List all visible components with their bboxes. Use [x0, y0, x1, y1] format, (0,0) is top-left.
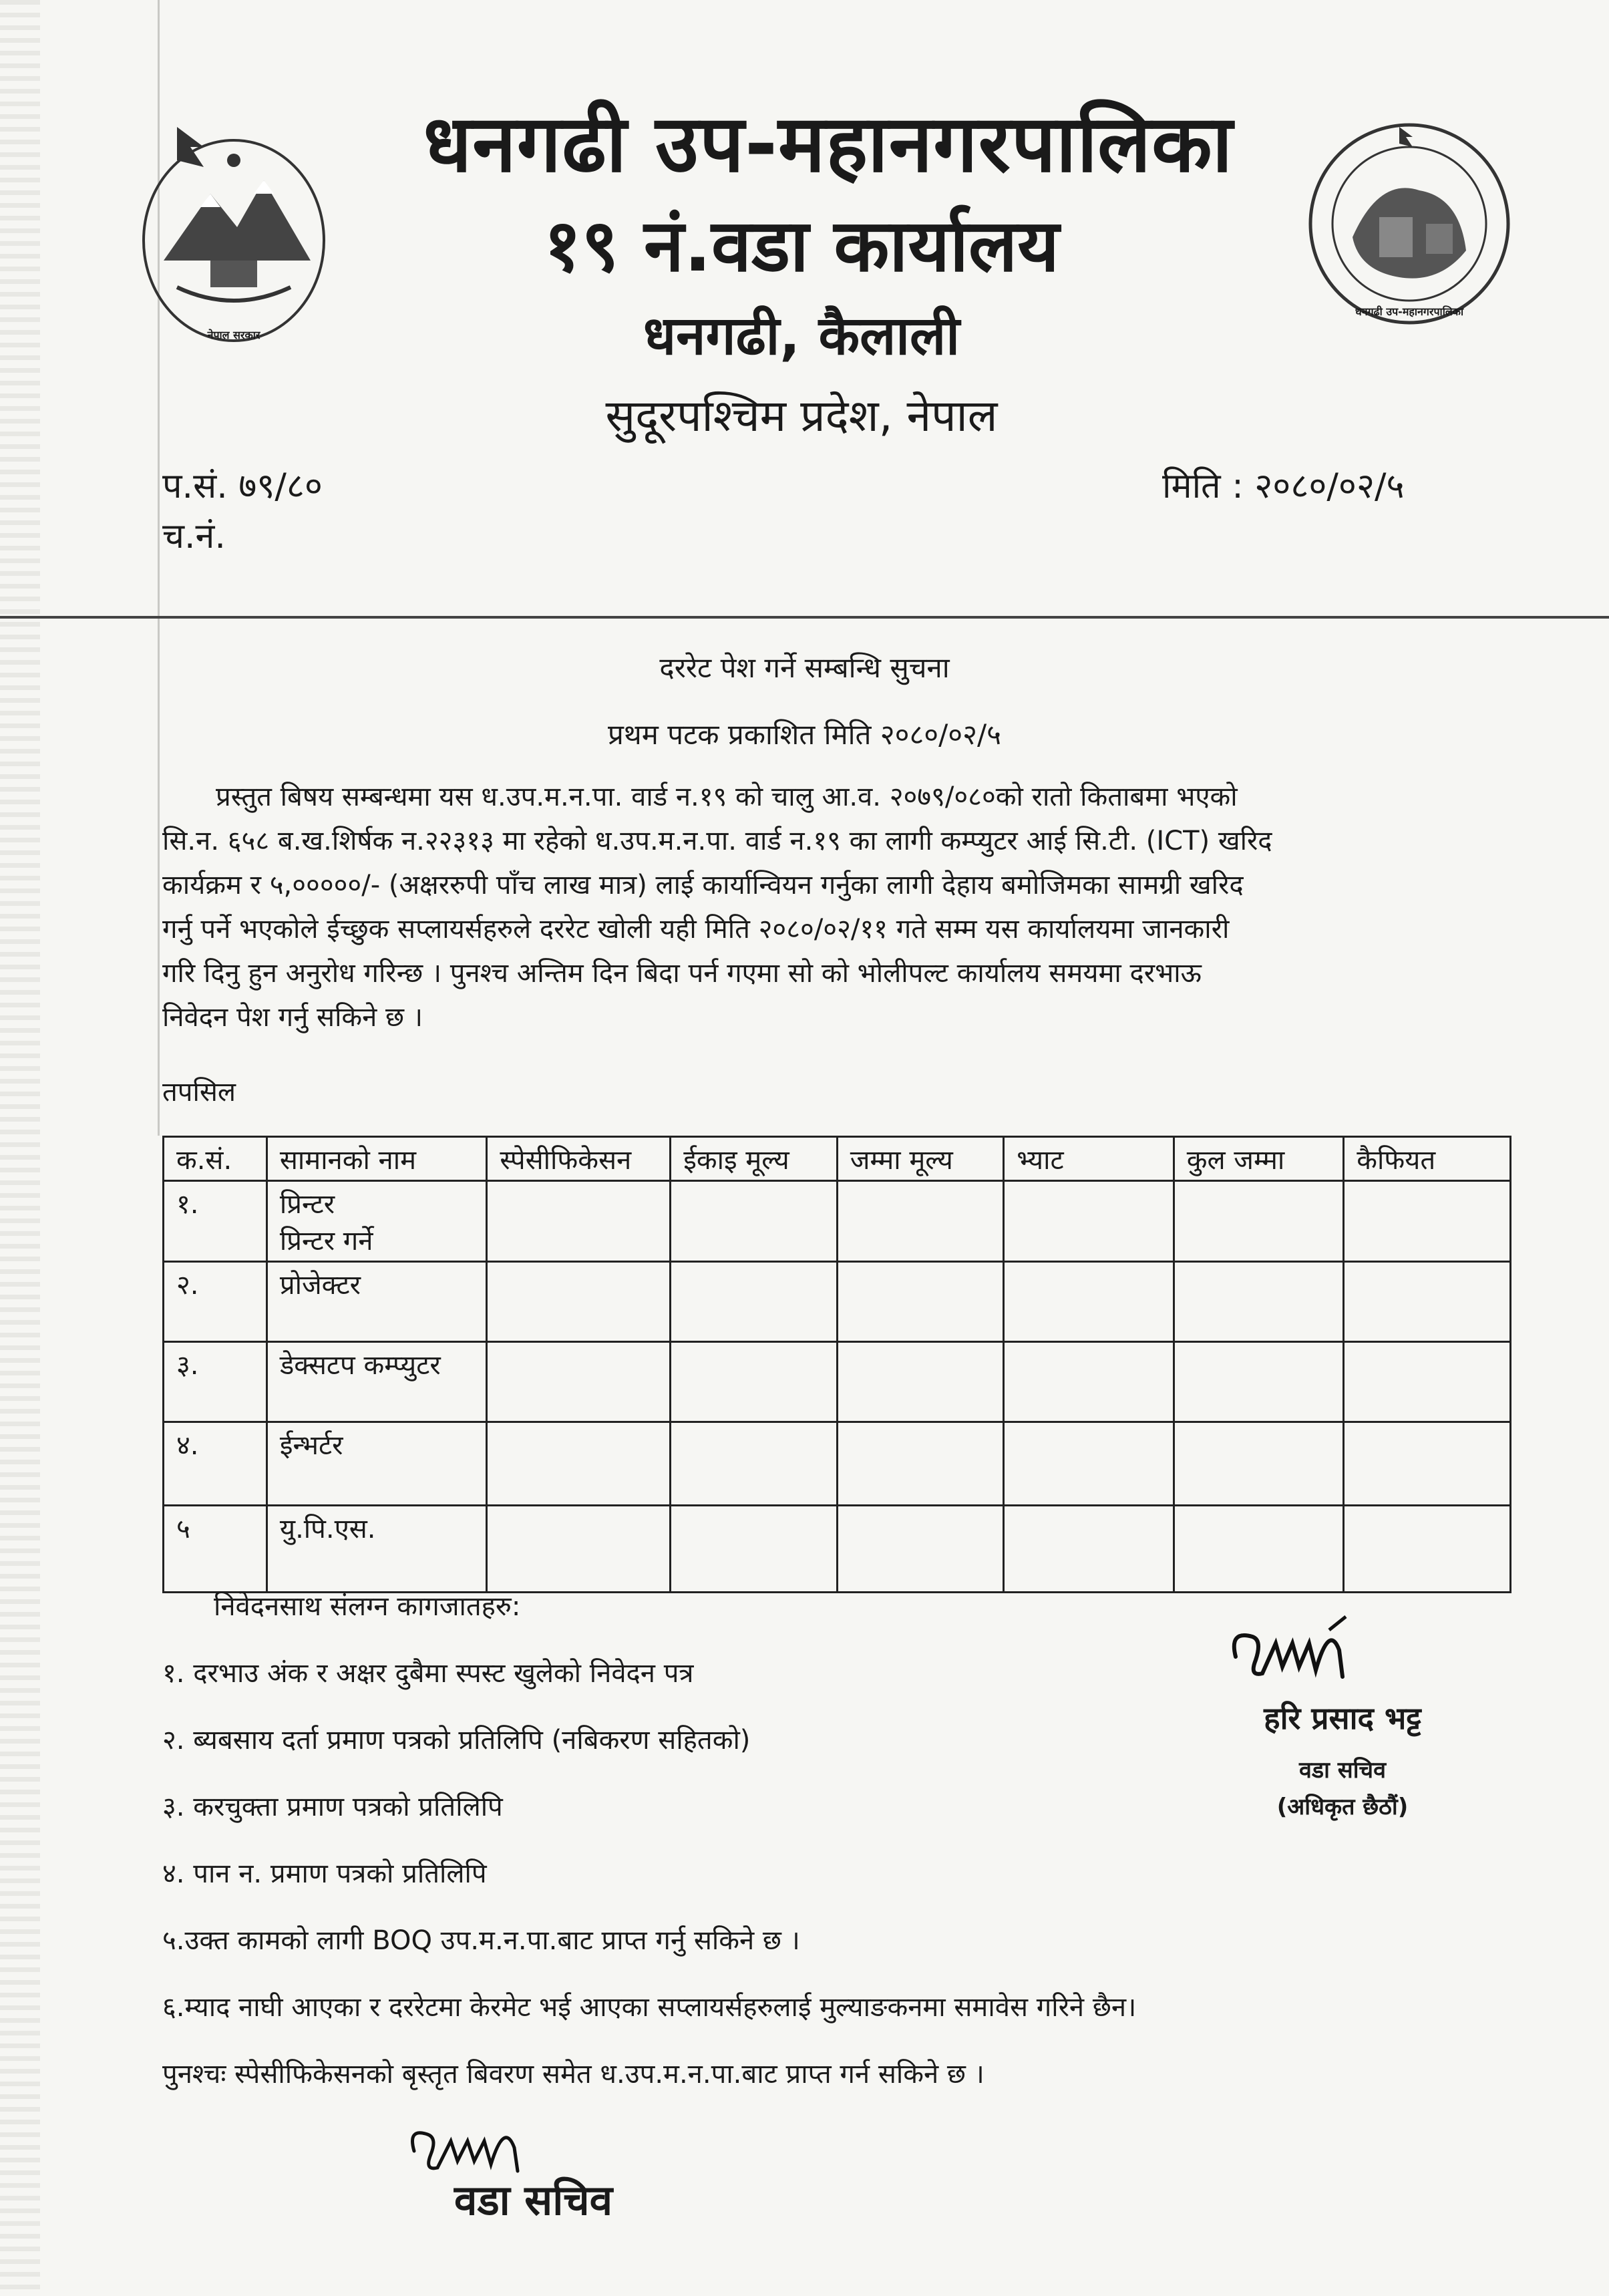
cell-empty [1004, 1181, 1174, 1262]
body-line: गरि दिनु हुन अनुरोध गरिन्छ । पुनश्च अन्तिम दिन बिदा पर्न गएमा सो को भोलीपल्ट कार्यालय समयमा दरभाऊ [162, 958, 1202, 989]
details-label: तपसिल [162, 1077, 236, 1108]
cell-empty [1174, 1422, 1344, 1506]
row-item-name: डेक्सटप कम्प्युटर [266, 1342, 486, 1422]
row-item-name: यु.पि.एस. [266, 1506, 486, 1593]
attachment-item: ६.म्याद नाघी आएका र दररेटमा केरमेट भई आएका सप्लायर्सहरुलाई मुल्याङकनमा समावेस गरिने छैन। [162, 1992, 1137, 2023]
col-header-item-name: सामानको नाम [266, 1137, 486, 1181]
postscript: पुनश्चः स्पेसीफिकेसनको बृस्तृत बिवरण समेत ध.उप.म.न.पा.बाट प्राप्त गर्न सकिने छ । [162, 2059, 985, 2090]
row-sn: १. [164, 1181, 267, 1262]
cell-empty [1344, 1422, 1511, 1506]
first-published-date: प्रथम पटक प्रकाशित मिति २०८०/०२/५ [608, 718, 1001, 751]
header-divider [0, 616, 1609, 619]
cell-empty [487, 1181, 671, 1262]
body-line: निवेदन पेश गर्नु सकिने छ । [162, 1002, 423, 1033]
attachment-item: २. ब्यबसाय दर्ता प्रमाण पत्रको प्रतिलिपि (नबिकरण सहितको) [162, 1725, 751, 1756]
col-header-vat: भ्याट [1004, 1137, 1174, 1181]
signatory-officer-level: (अधिकृत छैठौं) [1276, 1794, 1409, 1820]
col-header-unit-price: ईकाइ मूल्य [671, 1137, 838, 1181]
office-title: १९ नं.वडा कार्यालय [544, 204, 1059, 288]
cell-empty [1344, 1262, 1511, 1342]
dispatch-number: च.नं. [162, 516, 226, 556]
province-title: सुदूरपश्चिम प्रदेश, नेपाल [605, 390, 998, 442]
emblem-caption-left: नेपाल सरकार [207, 329, 260, 341]
municipality-title: धनगढी उप-महानगरपालिका [423, 98, 1234, 190]
cell-empty [487, 1262, 671, 1342]
body-line: कार्यक्रम र ५,०००००/- (अक्षररुपी पाँच लाख मात्र) लाई कार्यान्वियन गर्नुका लागी देहाय बमोजिमका सामग्री खरिद [162, 870, 1244, 900]
cell-empty [671, 1342, 838, 1422]
notice-body [162, 775, 1532, 1039]
municipality-seal-icon [1306, 117, 1513, 331]
table-header-row [164, 1137, 1511, 1181]
cell-empty [837, 1422, 1004, 1506]
body-line: गर्नु पर्ने भएकोले ईच्छुक सप्लायर्सहरुले दररेट खोली यही मिति २०८०/०२/११ गते सम्म यस कार्यालयमा जानकारी [162, 914, 1230, 945]
col-header-total-price: जम्मा मूल्य [837, 1137, 1004, 1181]
table-row [164, 1342, 1511, 1422]
table-row [164, 1422, 1511, 1506]
row-sn: २. [164, 1262, 267, 1342]
col-header-sn: क.सं. [164, 1137, 267, 1181]
cell-empty [1004, 1422, 1174, 1506]
cell-empty [487, 1506, 671, 1593]
cell-empty [837, 1181, 1004, 1262]
attachment-item: ४. पान न. प्रमाण पत्रको प्रतिलिपि [162, 1858, 487, 1889]
cell-empty [837, 1262, 1004, 1342]
signatory-role: वडा सचिव [1298, 1757, 1387, 1784]
cell-empty [1344, 1342, 1511, 1422]
row-sn: ५ [164, 1506, 267, 1593]
attachments-heading: निवेदनसाथ संलग्न कागजातहरु: [214, 1591, 521, 1622]
item-name-line: प्रिन्टर गर्ने [279, 1226, 373, 1257]
seal-caption-right: धनगढी उप-महानगरपालिका [1355, 305, 1464, 318]
cell-empty [487, 1342, 671, 1422]
cell-empty [1344, 1506, 1511, 1593]
body-line: प्रस्तुत बिषय सम्बन्धमा यस ध.उप.म.न.पा. वार्ड न.१९ को चालु आ.व. २०७९/०८०को रातो किताबमा भएको [216, 782, 1238, 812]
attachment-item: १. दरभाउ अंक र अक्षर दुबैमा स्पस्ट खुलेको निवेदन पत्र [162, 1658, 694, 1689]
letter-date: मिति : २०८०/०२/५ [1162, 466, 1405, 506]
cell-empty [671, 1262, 838, 1342]
nepal-emblem-icon [137, 107, 331, 351]
row-item-name: प्रोजेक्टर [266, 1262, 486, 1342]
table-row [164, 1506, 1511, 1593]
cell-empty [1344, 1181, 1511, 1262]
cell-empty [837, 1342, 1004, 1422]
body-line: सि.न. ६५८ ब.ख.शिर्षक न.२२३१३ मा रहेको ध.उप.म.न.पा. वार्ड न.१९ का लागी कम्प्युटर आई सि.टी. (ICT) खरिद [162, 826, 1272, 856]
table-row [164, 1181, 1511, 1262]
cell-empty [671, 1422, 838, 1506]
cell-empty [1174, 1262, 1344, 1342]
row-item-name: ईन्भर्टर [266, 1422, 486, 1506]
cell-empty [1174, 1181, 1344, 1262]
items-table [162, 1136, 1511, 1593]
cell-empty [671, 1181, 838, 1262]
item-name-line: प्रिन्टर [279, 1189, 335, 1220]
signature-mark-right [1222, 1610, 1409, 1697]
cell-empty [1004, 1342, 1174, 1422]
table-row [164, 1262, 1511, 1342]
cell-empty [487, 1422, 671, 1506]
attachment-item: ५.उक्त कामको लागी BOQ उप.म.न.पा.बाट प्राप्त गर्नु सकिने छ । [162, 1925, 800, 1956]
signatory-name: हरि प्रसाद भट्ट [1264, 1700, 1421, 1736]
cell-empty [1174, 1506, 1344, 1593]
cell-empty [1004, 1262, 1174, 1342]
bottom-signatory-role: वडा सचिव [454, 2176, 613, 2225]
notice-subject: दररेट पेश गर्ने सम्बन्धि सुचना [659, 651, 950, 684]
attachment-item: ३. करचुक्ता प्रमाण पत्रको प्रतिलिपि [162, 1792, 503, 1822]
col-header-grand-total: कुल जम्मा [1174, 1137, 1344, 1181]
row-item-name [266, 1181, 486, 1262]
reference-number: प.सं. ७९/८० [162, 466, 323, 506]
scan-edge-artifact [0, 0, 40, 2296]
row-sn: ३. [164, 1342, 267, 1422]
row-sn: ४. [164, 1422, 267, 1506]
col-header-remarks: कैफियत [1344, 1137, 1511, 1181]
cell-empty [1004, 1506, 1174, 1593]
cell-empty [837, 1506, 1004, 1593]
cell-empty [1174, 1342, 1344, 1422]
cell-empty [671, 1506, 838, 1593]
location-title: धनगढी, कैलाली [643, 305, 960, 367]
col-header-specification: स्पेसीफिकेसन [487, 1137, 671, 1181]
